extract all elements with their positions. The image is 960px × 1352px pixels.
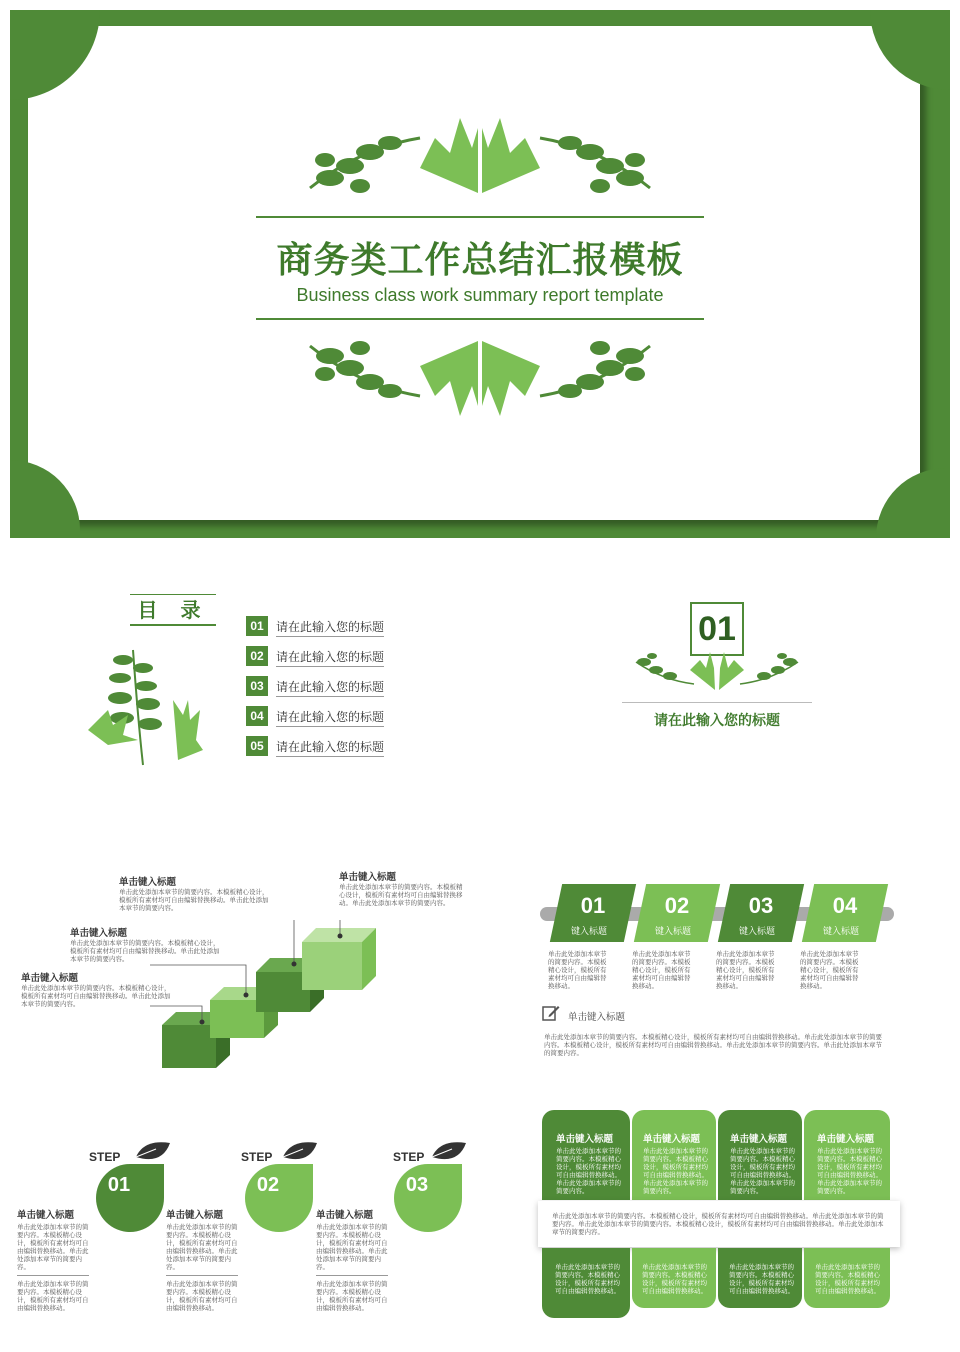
timeline-label: 键入标题 [570,927,607,937]
step-label: STEP [241,1150,273,1164]
leaf-garland-icon [632,646,802,692]
section-title: 请在此输入您的标题 [654,713,780,729]
cube-step-body: 单击此处添加本章节的简要内容。本模板精心设计，模板所有素材均可自由编辑替换移动。单击此处添加本章节的简要内容。 [70,939,220,963]
toc-item-number: 02 [246,646,268,666]
toc-item[interactable] [246,646,386,668]
step-text [17,1207,89,1312]
cube-step-title: 单击键入标题 [119,877,177,888]
cover-subtitle: Business class work summary report template [296,285,664,305]
toc-item-label: 请在此输入您的标题 [276,740,385,754]
info-card-title: 单击键入标题 [556,1134,614,1145]
fern-plant-icon [78,640,208,770]
step-body: 单击此处添加本章节的简要内容。本模板精心设计，模板所有素材均可自由编辑替换移动。 [316,1280,388,1312]
toc-item-label: 请在此输入您的标题 [276,620,385,634]
info-card-title: 单击键入标题 [817,1134,875,1145]
info-card-bottom-text: 单击此处添加本章节的简要内容。本模板精心设计，模板所有素材均可自由编辑替换移动。 [555,1263,620,1295]
timeline-text: 单击此处添加本章节的简要内容。本模板精心设计，模板所有素材均可自由编辑替换移动。 [800,950,859,990]
cube-step-text [119,874,269,912]
title-divider-bottom [256,318,704,320]
note-title: 单击键入标题 [568,1012,626,1023]
leaf-garland-icon [300,108,660,208]
step-divider [17,1275,89,1276]
timeline-number: 02 [664,893,690,918]
cube-step-text [21,970,176,1008]
edit-icon [542,1004,560,1022]
timeline-text: 单击此处添加本章节的简要内容。本模板精心设计，模板所有素材均可自由编辑替换移动。 [632,950,691,990]
info-card-bottom-text: 单击此处添加本章节的简要内容。本模板精心设计，模板所有素材均可自由编辑替换移动。 [729,1263,794,1295]
toc-item[interactable] [246,736,386,758]
cards-middle-text: 单击此处添加本章节的简要内容。本模板精心设计，模板所有素材均可自由编辑替换移动。单击此处添加本章节的简要内容。单击此处添加本章节的简要内容。本模板精心设计，模板所有素材均可自由编辑替换移动。单击此处添加本章节的简要内容。 [552,1212,884,1236]
toc-item-underline [276,696,384,697]
toc-item-label: 请在此输入您的标题 [276,680,385,694]
timeline-label: 键入标题 [738,927,775,937]
info-card-text: 单击此处添加本章节的简要内容。本模板精心设计，模板所有素材均可自由编辑替换移动。单击此处添加本章节的简要内容。 [556,1147,621,1195]
cube-step-body: 单击此处添加本章节的简要内容。本模板精心设计，模板所有素材均可自由编辑替换移动。单击此处添加本章节的简要内容。 [119,888,269,912]
step-label: STEP [89,1150,121,1164]
timeline-text: 单击此处添加本章节的简要内容。本模板精心设计，模板所有素材均可自由编辑替换移动。 [716,950,775,990]
toc-item-label: 请在此输入您的标题 [276,710,385,724]
step-title: 单击键入标题 [17,1210,75,1221]
step-body: 单击此处添加本章节的简要内容。本模板精心设计，模板所有素材均可自由编辑替换移动。单击此处添加本章节的简要内容。 [316,1223,388,1271]
toc-item-underline [276,666,384,667]
info-card-content [730,1131,800,1195]
toc-item-number: 03 [246,676,268,696]
step-body: 单击此处添加本章节的简要内容。本模板精心设计，模板所有素材均可自由编辑替换移动。 [17,1280,89,1312]
section-divider [622,702,812,703]
toc-item-underline [276,726,384,727]
toc-item-label: 请在此输入您的标题 [276,650,385,664]
info-card-content [817,1131,887,1195]
cover-title: 商务类工作总结汇报模板 [276,240,684,281]
cube-step-body: 单击此处添加本章节的简要内容。本模板精心设计，模板所有素材均可自由编辑替换移动。单击此处添加本章节的简要内容。 [339,883,463,907]
note-text: 单击此处添加本章节的简要内容。本模板精心设计，模板所有素材均可自由编辑替换移动。单击此处添加本章节的简要内容。本模板精心设计，模板所有素材均可自由编辑替换移动。单击此处添加本章节的简要内容。单击此处添加本章节的简要内容。 [544,1033,882,1057]
info-card-text: 单击此处添加本章节的简要内容。本模板精心设计，模板所有素材均可自由编辑替换移动。单击此处添加本章节的简要内容。 [730,1147,795,1195]
toc-item-number: 05 [246,736,268,756]
info-card-text: 单击此处添加本章节的简要内容。本模板精心设计，模板所有素材均可自由编辑替换移动。单击此处添加本章节的简要内容。 [817,1147,882,1195]
step-number: 01 [107,1174,131,1196]
info-card-content [556,1131,626,1195]
step-number: 02 [256,1174,280,1196]
cube-step-body: 单击此处添加本章节的简要内容。本模板精心设计，模板所有素材均可自由编辑替换移动。单击此处添加本章节的简要内容。 [21,984,171,1008]
step-title: 单击键入标题 [166,1210,224,1221]
leaf-garland-icon [300,326,660,426]
info-card-title: 单击键入标题 [643,1134,701,1145]
step-text [166,1207,238,1312]
cube-step-text [339,869,465,907]
cube-step-title: 单击键入标题 [70,928,128,939]
cube-step-text [70,925,225,963]
step-label: STEP [393,1150,425,1164]
info-card-content [643,1131,713,1195]
info-card-text: 单击此处添加本章节的简要内容。本模板精心设计，模板所有素材均可自由编辑替换移动。单击此处添加本章节的简要内容。 [643,1147,708,1195]
step-body: 单击此处添加本章节的简要内容。本模板精心设计，模板所有素材均可自由编辑替换移动。 [166,1280,238,1312]
info-card-bottom-text: 单击此处添加本章节的简要内容。本模板精心设计，模板所有素材均可自由编辑替换移动。 [642,1263,707,1295]
timeline-number: 01 [580,893,606,918]
toc-item[interactable] [246,616,386,638]
step-body: 单击此处添加本章节的简要内容。本模板精心设计，模板所有素材均可自由编辑替换移动。单击此处添加本章节的简要内容。 [17,1223,89,1271]
timeline-label: 键入标题 [654,927,691,937]
info-card-title: 单击键入标题 [730,1134,788,1145]
toc-item[interactable] [246,706,386,728]
timeline-text: 单击此处添加本章节的简要内容。本模板精心设计，模板所有素材均可自由编辑替换移动。 [548,950,607,990]
toc-item-underline [276,756,384,757]
toc-heading-line [130,594,216,595]
section-number-box: 01 [690,602,744,656]
step-divider [316,1275,388,1276]
timeline-number: 04 [832,893,858,918]
toc-item-number: 01 [246,616,268,636]
step-divider [166,1275,238,1276]
toc-heading-underline [130,624,216,626]
title-divider-top [256,216,704,218]
toc-item[interactable] [246,676,386,698]
step-number: 03 [405,1174,429,1196]
step-text [316,1207,388,1312]
info-card-bottom-text: 单击此处添加本章节的简要内容。本模板精心设计，模板所有素材均可自由编辑替换移动。 [815,1263,880,1295]
step-title: 单击键入标题 [316,1210,374,1221]
cube-step-title: 单击键入标题 [21,973,79,984]
toc-heading: 目 录 [137,598,209,622]
timeline-number: 03 [748,893,774,918]
cube-step-title: 单击键入标题 [339,872,397,883]
timeline-label: 键入标题 [822,927,859,937]
toc-item-underline [276,636,384,637]
step-body: 单击此处添加本章节的简要内容。本模板精心设计，模板所有素材均可自由编辑替换移动。单击此处添加本章节的简要内容。 [166,1223,238,1271]
toc-item-number: 04 [246,706,268,726]
